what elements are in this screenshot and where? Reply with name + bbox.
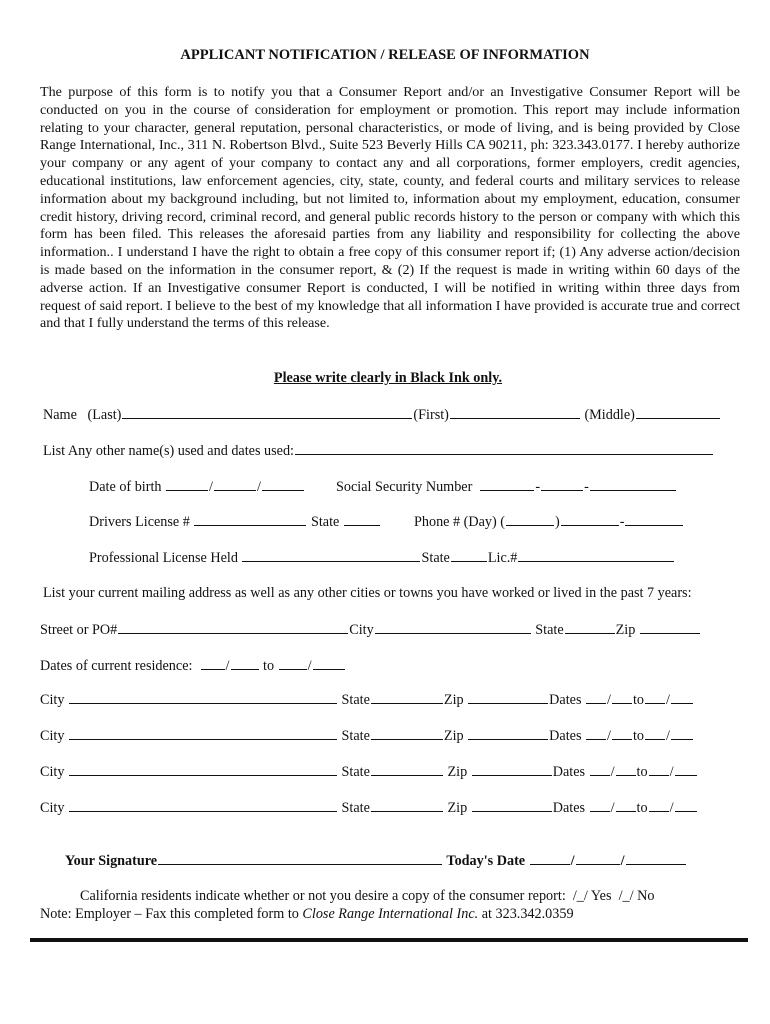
california-text: California residents indicate whether or not you desire a copy of the consumer report: <box>80 888 566 904</box>
professional-license-field[interactable] <box>242 548 420 562</box>
street-field[interactable] <box>118 620 348 634</box>
other-names-label: List Any other name(s) used and dates used: <box>43 443 294 459</box>
history-city-field[interactable] <box>69 726 337 740</box>
history-separator: / <box>610 764 615 780</box>
history-to-month-field[interactable] <box>649 762 669 776</box>
history-state-field[interactable] <box>371 726 443 740</box>
drivers-license-label: Drivers License # <box>89 514 190 530</box>
history-from-year-field[interactable] <box>616 798 636 812</box>
history-separator: / <box>666 728 670 744</box>
ssn-separator: - <box>535 479 541 495</box>
history-row <box>40 762 698 781</box>
copy-yes-option[interactable]: /_/ Yes <box>572 888 612 904</box>
history-separator: / <box>669 800 674 816</box>
history-zip-field[interactable] <box>468 690 548 704</box>
history-zip-label: Zip <box>447 800 468 816</box>
date-month-field[interactable] <box>530 851 570 865</box>
history-state-label: State <box>341 692 370 708</box>
history-zip-label: Zip <box>443 728 464 744</box>
history-separator: / <box>610 800 615 816</box>
name-row <box>43 405 721 424</box>
address-prompt: List your current mailing address as well as any other cities or towns you have worked or lived in the past 7 years: <box>43 585 692 601</box>
history-from-year-field[interactable] <box>616 762 636 776</box>
dob-year-field[interactable] <box>262 477 304 491</box>
residence-label: Dates of current residence: <box>40 658 193 674</box>
history-to-label: to <box>632 692 645 708</box>
history-from-month-field[interactable] <box>586 690 606 704</box>
prof-state-label: State <box>421 550 450 566</box>
intro-paragraph: The purpose of this form is to notify you that a Consumer Report and/or an Investigative Consumer Report will be conducted on you in the course of consideration for employment or promotion. This report may include information relating to your character, general reputation, personal characteristics, or mode of living, and is being provided by Close Range International, Inc., 311 N. Robertson Blvd., Suite 523 Beverly Hills CA 90211, ph: 323.343.0177. I hereby authorize your company or any agent of your company to contact any and all corporations, former employers, credit agencies, educational institutions, law enforcement agencies, city, state, county, and federal courts and military services to release information about my background including, but not limited to, information about my employment, education, consumer credit history, driving record, criminal record, and general public records history to the person or company with which this form has been filed. This releases the aforesaid parties from any liability and responsibility for collecting the above information.. I understand I have the right to obtain a free copy of this consumer report if; (1) Any adverse action/decision is made based on the information in the consumer report, & (2) If the request is made in writing within 60 days of the adverse action. If an Investigative consumer Report is conducted, I will be notified in writing within three days from request of said report. I believe to the best of my knowledge that all information I have provided is accurate true and correct and that I fully understand the terms of this release. <box>40 84 740 332</box>
other-names-row <box>43 441 714 460</box>
history-separator: / <box>669 764 674 780</box>
history-from-month-field[interactable] <box>586 726 606 740</box>
street-city-field[interactable] <box>375 620 531 634</box>
dob-day-field[interactable] <box>214 477 256 491</box>
bottom-divider <box>30 938 748 942</box>
history-from-month-field[interactable] <box>590 798 610 812</box>
history-to-month-field[interactable] <box>645 726 665 740</box>
ink-instruction: Please write clearly in Black Ink only. <box>273 370 503 386</box>
history-state-label: State <box>341 764 370 780</box>
employer-note <box>40 905 574 923</box>
first-name-field[interactable] <box>450 405 580 419</box>
street-state-label: State <box>535 622 564 638</box>
phone-area-field[interactable] <box>506 512 554 526</box>
residence-to-month-field[interactable] <box>279 656 307 670</box>
california-row <box>80 887 654 905</box>
history-zip-field[interactable] <box>472 798 552 812</box>
signature-label: Your Signature <box>65 853 158 869</box>
form-title: APPLICANT NOTIFICATION / RELEASE OF INFORMATION <box>180 47 590 63</box>
history-state-field[interactable] <box>371 690 443 704</box>
signature-field[interactable] <box>158 851 442 865</box>
phone-label: Phone # (Day) ( <box>414 514 506 530</box>
date-year-field[interactable] <box>626 851 686 865</box>
history-zip-label: Zip <box>447 764 468 780</box>
date-day-field[interactable] <box>576 851 620 865</box>
street-label: Street or PO# <box>40 622 118 638</box>
phone-separator: - <box>619 514 625 530</box>
last-name-label: (Last) <box>87 407 122 423</box>
history-row <box>40 690 694 709</box>
residence-to-year-field[interactable] <box>313 656 345 670</box>
ssn-part1-field[interactable] <box>480 477 534 491</box>
ssn-part2-field[interactable] <box>541 477 583 491</box>
phone-close-paren: ) <box>555 514 560 530</box>
history-to-label: to <box>636 764 648 780</box>
date-separator: / <box>570 853 575 869</box>
dob-month-field[interactable] <box>166 477 208 491</box>
license-state-label: State <box>310 514 340 530</box>
phone-prefix-field[interactable] <box>561 512 619 526</box>
history-dates-label: Dates <box>549 692 582 708</box>
ssn-label: Social Security Number <box>336 479 473 495</box>
license-row <box>89 512 381 531</box>
history-zip-field[interactable] <box>468 726 548 740</box>
prof-state-field[interactable] <box>451 548 487 562</box>
prof-lic-label: Lic.# <box>487 550 518 566</box>
dob-row <box>89 477 305 496</box>
street-state-field[interactable] <box>565 620 615 634</box>
history-row <box>40 798 698 817</box>
license-state-field[interactable] <box>344 512 380 526</box>
history-dates-label: Dates <box>552 800 586 816</box>
copy-no-option[interactable]: /_/ No <box>618 888 655 904</box>
name-label: Name <box>43 407 77 423</box>
phone-row <box>414 512 684 531</box>
history-to-year-field[interactable] <box>671 690 693 704</box>
dob-label: Date of birth <box>89 479 162 495</box>
history-state-label: State <box>341 728 370 744</box>
professional-license-row <box>89 548 675 567</box>
history-to-month-field[interactable] <box>649 798 669 812</box>
history-state-field[interactable] <box>371 762 443 776</box>
history-dates-label: Dates <box>549 728 582 744</box>
phone-line-field[interactable] <box>625 512 683 526</box>
prof-lic-field[interactable] <box>518 548 674 562</box>
history-from-year-field[interactable] <box>612 690 632 704</box>
residence-separator: / <box>307 658 312 674</box>
residence-from-month-field[interactable] <box>201 656 225 670</box>
history-dates-label: Dates <box>552 764 586 780</box>
history-separator: / <box>607 728 611 744</box>
history-to-year-field[interactable] <box>671 726 693 740</box>
middle-name-label: (Middle) <box>584 407 635 423</box>
history-to-label: to <box>632 728 645 744</box>
history-to-label: to <box>636 800 648 816</box>
history-from-month-field[interactable] <box>590 762 610 776</box>
residence-from-year-field[interactable] <box>231 656 259 670</box>
street-city-label: City <box>349 622 374 638</box>
todays-date-label: Today's Date <box>446 853 526 869</box>
history-state-field[interactable] <box>371 798 443 812</box>
street-zip-label: Zip <box>615 622 636 638</box>
first-name-label: (First) <box>413 407 449 423</box>
residence-to-label: to <box>263 658 275 674</box>
history-to-year-field[interactable] <box>675 798 697 812</box>
professional-license-label: Professional License Held <box>89 550 238 566</box>
history-state-label: State <box>341 800 370 816</box>
history-zip-label: Zip <box>443 692 464 708</box>
ssn-part3-field[interactable] <box>590 477 676 491</box>
residence-row <box>40 656 346 675</box>
note-suffix: at 323.342.0359 <box>481 906 574 922</box>
street-row <box>40 620 701 639</box>
history-city-label: City <box>40 692 65 708</box>
note-company: Close Range International Inc. <box>302 906 479 922</box>
date-separator: / <box>620 853 625 869</box>
history-city-label: City <box>40 728 65 744</box>
history-from-year-field[interactable] <box>612 726 632 740</box>
history-city-label: City <box>40 800 65 816</box>
other-names-field[interactable] <box>295 441 713 455</box>
history-to-year-field[interactable] <box>675 762 697 776</box>
drivers-license-field[interactable] <box>194 512 306 526</box>
dob-separator: / <box>257 479 261 495</box>
history-city-label: City <box>40 764 65 780</box>
ssn-separator: - <box>584 479 589 495</box>
signature-row <box>65 851 687 870</box>
dob-separator: / <box>209 479 213 495</box>
history-city-field[interactable] <box>69 798 337 812</box>
history-row <box>40 726 694 745</box>
history-city-field[interactable] <box>69 762 337 776</box>
middle-name-field[interactable] <box>636 405 720 419</box>
history-city-field[interactable] <box>69 690 337 704</box>
ssn-row <box>336 477 677 496</box>
last-name-field[interactable] <box>122 405 412 419</box>
note-prefix: Note: Employer – Fax this completed form to <box>40 906 299 922</box>
history-separator: / <box>607 692 611 708</box>
history-to-month-field[interactable] <box>645 690 665 704</box>
street-zip-field[interactable] <box>640 620 700 634</box>
history-separator: / <box>666 692 670 708</box>
history-zip-field[interactable] <box>472 762 552 776</box>
residence-separator: / <box>225 658 230 674</box>
